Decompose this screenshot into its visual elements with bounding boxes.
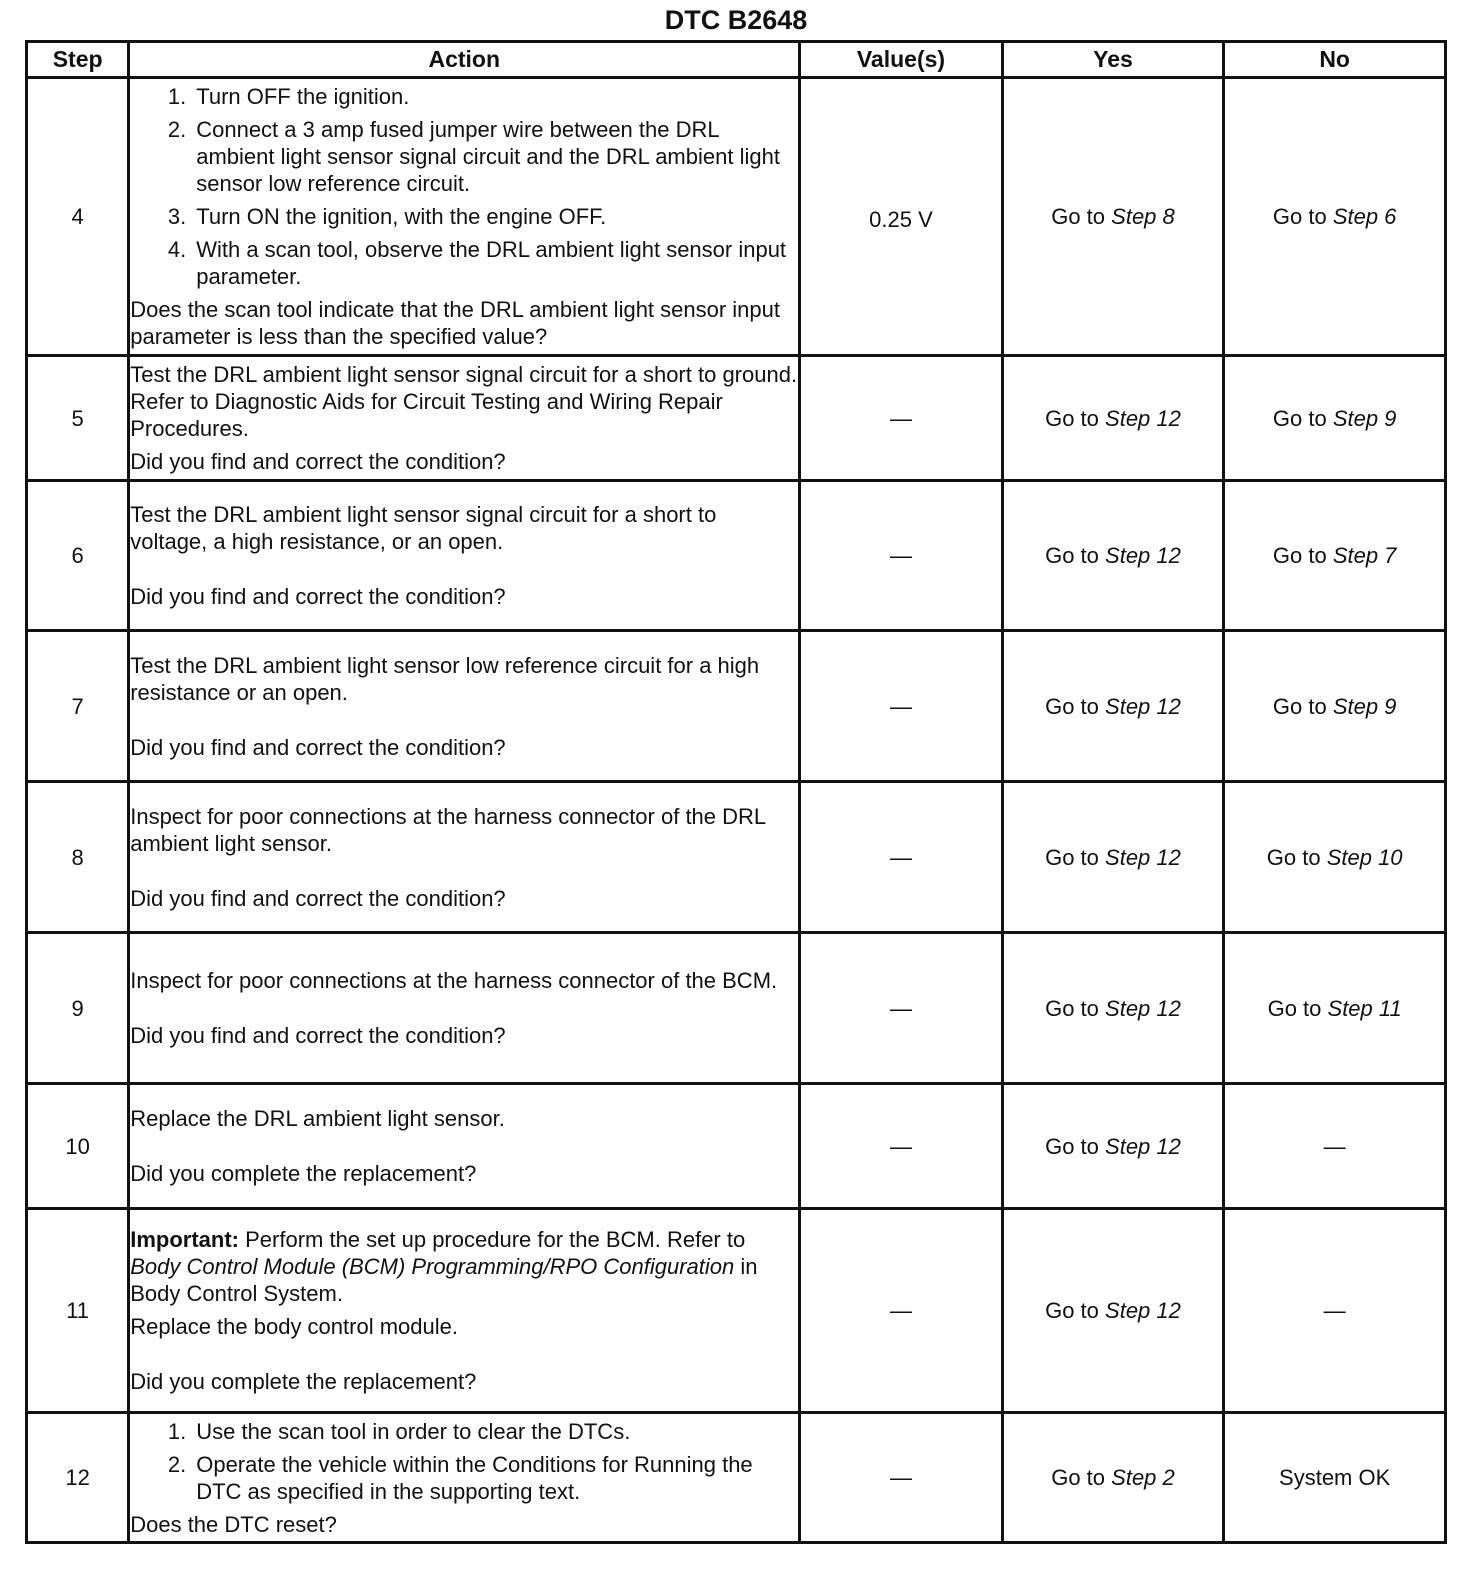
yes-cell: Go to Step 12 — [1002, 933, 1224, 1084]
no-cell: Go to Step 11 — [1224, 933, 1446, 1084]
action-question: Did you find and correct the condition? — [130, 734, 506, 760]
page-title: DTC B2648 — [664, 5, 808, 35]
document-reference: Body Control Module (BCM) Programming/RPO Configuration — [130, 1254, 735, 1279]
table-row — [27, 782, 1446, 933]
table-row — [27, 1209, 1446, 1413]
yes-cell: Go to Step 12 — [1002, 356, 1224, 481]
action-text: Inspect for poor connections at the harness connector of the BCM. — [130, 968, 778, 993]
step-number: 6 — [27, 481, 129, 631]
no-cell: Go to Step 7 — [1224, 481, 1446, 631]
step-reference: Step 12 — [1105, 543, 1181, 568]
table-row — [27, 933, 1446, 1084]
list-item: 1. Turn OFF the ignition. — [167, 84, 410, 109]
step-number: 5 — [27, 356, 129, 481]
table-row — [27, 1084, 1446, 1209]
no-cell: Go to Step 9 — [1224, 631, 1446, 782]
action-text: Inspect for poor connections at the harness connector of the DRL ambient light sensor. — [130, 803, 766, 856]
step-number: 4 — [27, 78, 129, 356]
yes-cell: Go to Step 12 — [1002, 1209, 1224, 1413]
yes-cell: Go to Step 12 — [1002, 782, 1224, 933]
table-row — [27, 1413, 1446, 1543]
yes-cell: Go to Step 12 — [1002, 1084, 1224, 1209]
action-cell — [129, 78, 800, 356]
list-item: 2. Connect a 3 amp fused jumper wire between the DRL ambient light sensor signal circuit and the DRL ambient light sensor low reference circuit. — [167, 117, 780, 196]
step-reference: Step 8 — [1111, 204, 1175, 229]
header-yes: Yes — [1002, 42, 1224, 78]
no-cell: Go to Step 6 — [1224, 78, 1446, 356]
list-item: 1. Use the scan tool in order to clear the DTCs. — [167, 1418, 631, 1444]
step-reference: Step 11 — [1327, 995, 1402, 1021]
step-reference: Step 9 — [1332, 405, 1397, 431]
value-cell: — — [800, 481, 1002, 631]
action-question: Does the scan tool indicate that the DRL ambient light sensor input parameter is less than the specified value? — [130, 297, 781, 349]
action-text: Test the DRL ambient light sensor signal circuit for a short to voltage, a high resistance, or an open. — [130, 502, 717, 554]
step-reference: Step 2 — [1111, 1465, 1175, 1490]
table-header-row — [27, 42, 1446, 78]
value-cell: 0.25 V — [800, 78, 1002, 356]
step-number: 10 — [27, 1084, 129, 1209]
action-cell — [129, 933, 800, 1084]
header-step: Step — [27, 42, 129, 78]
action-question: Did you find and correct the condition? — [130, 584, 506, 609]
header-no: No — [1224, 42, 1446, 78]
yes-cell: Go to Step 12 — [1002, 631, 1224, 782]
list-item: 2. Operate the vehicle within the Conditions for Running the DTC as specified in the supporting text. — [167, 1451, 753, 1504]
action-question: Does the DTC reset? — [130, 1511, 337, 1537]
numbered-list — [130, 1418, 798, 1505]
important-label: Important: — [130, 1227, 239, 1252]
step-reference: Step 12 — [1105, 405, 1181, 431]
value-cell: — — [800, 1209, 1002, 1413]
value-cell: — — [800, 631, 1002, 782]
value-cell: — — [800, 933, 1002, 1084]
action-text: Test the DRL ambient light sensor low reference circuit for a high resistance or an open. — [130, 652, 760, 705]
step-number: 11 — [27, 1209, 129, 1413]
step-reference: Step 12 — [1105, 844, 1181, 870]
action-question: Did you complete the replacement? — [130, 1161, 477, 1186]
step-reference: Step 9 — [1332, 693, 1397, 719]
step-reference: Step 10 — [1326, 844, 1403, 870]
value-cell: — — [800, 1084, 1002, 1209]
step-number: 9 — [27, 933, 129, 1084]
step-reference: Step 6 — [1332, 204, 1397, 229]
no-cell: — — [1224, 1209, 1446, 1413]
action-text: Test the DRL ambient light sensor signal circuit for a short to ground. Refer to Diagnostic Aids for Circuit Testing and Wiring Repair Procedures. — [130, 362, 798, 441]
yes-cell: Go to Step 2 — [1002, 1413, 1224, 1543]
step-reference: Step 12 — [1105, 1133, 1181, 1159]
action-question: Did you find and correct the condition? — [130, 449, 506, 474]
action-cell — [129, 481, 800, 631]
action-cell — [129, 1084, 800, 1209]
step-reference: Step 12 — [1105, 995, 1181, 1021]
step-reference: Step 12 — [1105, 693, 1181, 719]
action-question: Did you complete the replacement? — [130, 1369, 477, 1394]
no-cell: System OK — [1224, 1413, 1446, 1543]
action-text: Replace the body control module. — [130, 1314, 458, 1339]
table-row — [27, 356, 1446, 481]
step-reference: Step 7 — [1332, 543, 1397, 568]
action-text: Replace the DRL ambient light sensor. — [130, 1106, 505, 1131]
numbered-list — [130, 83, 798, 290]
table-row — [27, 481, 1446, 631]
header-action: Action — [129, 42, 800, 78]
action-cell — [129, 1209, 800, 1413]
list-item: 4. With a scan tool, observe the DRL ambient light sensor input parameter. — [167, 237, 787, 289]
action-cell — [129, 631, 800, 782]
value-cell: — — [800, 356, 1002, 481]
no-cell: — — [1224, 1084, 1446, 1209]
no-cell: Go to Step 10 — [1224, 782, 1446, 933]
list-item: 3. Turn ON the ignition, with the engine OFF. — [167, 204, 607, 229]
value-cell: — — [800, 782, 1002, 933]
yes-cell: Go to Step 8 — [1002, 78, 1224, 356]
value-cell: — — [800, 1413, 1002, 1543]
important-note: Important: Perform the set up procedure for the BCM. Refer to Body Control Module (BCM) Programming/RPO Configuration in Body Control System. — [130, 1227, 758, 1306]
table-row — [27, 78, 1446, 356]
diagnostic-table — [25, 40, 1447, 1544]
step-number: 8 — [27, 782, 129, 933]
step-number: 12 — [27, 1413, 129, 1543]
action-cell — [129, 1413, 800, 1543]
step-number: 7 — [27, 631, 129, 782]
yes-cell: Go to Step 12 — [1002, 481, 1224, 631]
action-question: Did you find and correct the condition? — [130, 885, 506, 911]
no-cell: Go to Step 9 — [1224, 356, 1446, 481]
action-question: Did you find and correct the condition? — [130, 1023, 506, 1048]
header-value: Value(s) — [800, 42, 1002, 78]
table-row — [27, 631, 1446, 782]
step-reference: Step 12 — [1105, 1298, 1181, 1323]
action-cell — [129, 782, 800, 933]
action-cell — [129, 356, 800, 481]
